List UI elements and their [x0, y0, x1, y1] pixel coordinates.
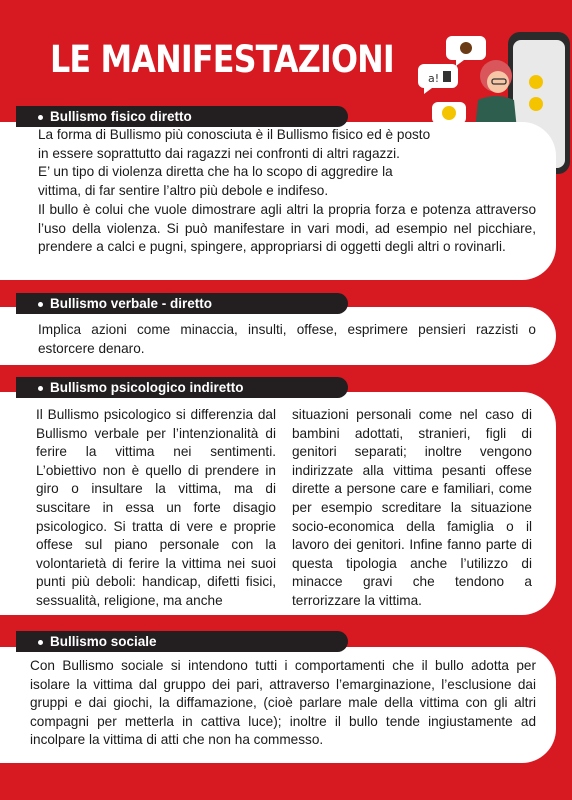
section-heading-label: Bullismo sociale [50, 634, 157, 649]
section-heading-verbale [16, 293, 348, 314]
section-heading-label: Bullismo verbale - diretto [50, 296, 213, 311]
section-heading-label: Bullismo fisico diretto [50, 109, 192, 124]
page-title: LE MANIFESTAZIONI [50, 38, 394, 81]
paragraph: Implica azioni come minaccia, insulti, offese, esprimere pensieri razzisti o estorcere denaro. [38, 322, 536, 356]
svg-text:a!: a! [428, 72, 440, 85]
section-heading-fisico [16, 106, 348, 127]
section-heading-sociale [16, 631, 348, 652]
paragraph: E’ un tipo di violenza diretta che ha lo scopo di aggredire la vittima, di far sentire l’altro più debole e indifeso. [38, 164, 393, 198]
paragraph: Il bullo è colui che vuole dimostrare agli altri la propria forza e potenza attraverso l’uso della violenza. Si può manifestare in vari modi, ad esempio nel picchiare, prendere a calci e pugni, spingere, appropriarsi di oggetti degli altri o rovinarli. [38, 202, 536, 255]
column-right: situazioni personali come nel caso di bambini adottati, stranieri, figli di genitori separati; inoltre vengono indirizzate alla vittima pesanti offese dirette a persone care e familiari, come per esempio screditare la situazione socio-economica della famiglia o il lavoro dei genitori. Infine fanno parte di questa tipologia anche l’utilizzo di minacce gravi che tendono a terrorizzare la vittima. [292, 407, 532, 608]
column-left: Il Bullismo psicologico si differenzia dal Bullismo verbale per l’intenzionalità di ferire la vittima nei sentimenti. L’obiettivo non è quello di prendere in giro o insultare la vittima, ma di suscitare in essa un forte disagio psicologico. Si tratta di vere e proprie offese sul piano personale con la volontarietà di ferire la vittima nei suoi punti più deboli: handicap, difetti fisici, sessualità, religione, ma anche [36, 407, 276, 608]
thumbs-down-bubble-icon [418, 64, 458, 94]
message-bubble-icon [446, 36, 486, 66]
section-heading-label: Bullismo psicologico indiretto [50, 380, 244, 395]
paragraph: La forma di Bullismo più conosciuta è il Bullismo fisico ed è posto in essere soprattutto dai ragazzi nei confronti di altri ragazzi. [38, 127, 431, 161]
paragraph: Con Bullismo sociale si intendono tutti i comportamenti che il bullo adotta per isolare la vittima dal gruppo dei pari, attraverso l’emarginazione, l’esclusione dai gruppi e dai giochi, la diffamazione, (cioè parlare male della vittima con gli altri compagni per metterla in cattiva luce); inoltre il bullo tende ingiustamente ad incolpare la vittima di atti che non ha commesso. [30, 658, 536, 748]
angry-emoji-bubble-icon [432, 102, 466, 124]
emoji-icon [529, 75, 543, 89]
section-heading-psicologico [16, 377, 348, 398]
